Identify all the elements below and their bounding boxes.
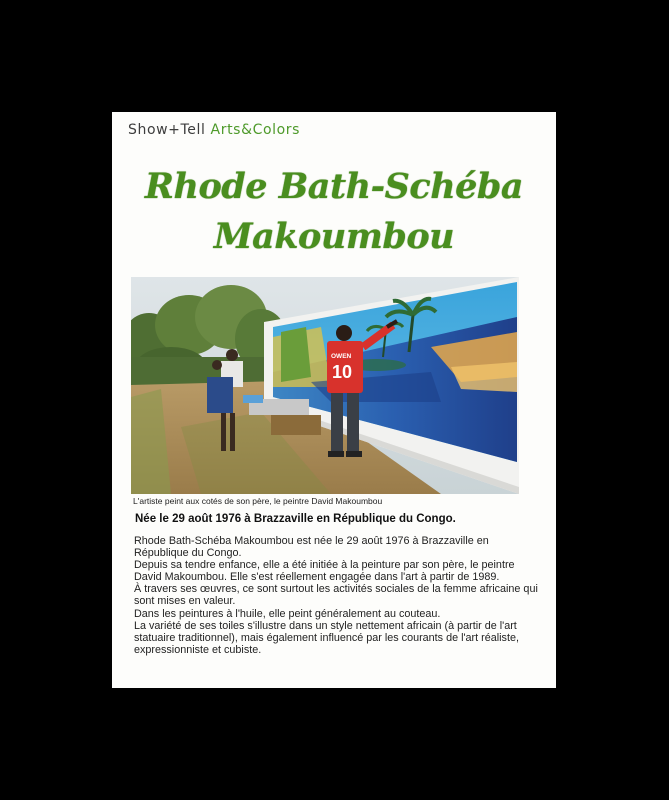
- paragraph: Depuis sa tendre enfance, elle a été initiée à la peinture par son père, le peintre David Makoumbou. Elle s'est réellement engagée dans l'art à partir de 1989.: [134, 559, 515, 584]
- brand-arts-colors: Arts&Colors: [210, 122, 301, 138]
- biography-text: [134, 535, 539, 656]
- photo-caption: L'artiste peint aux cotés de son père, le peintre David Makoumbou: [133, 496, 383, 506]
- birth-subheading: Née le 29 août 1976 à Brazzaville en République du Congo.: [135, 513, 456, 525]
- shirt-number-text: 10: [332, 362, 353, 382]
- brand-header: [128, 122, 300, 138]
- article-title-line1: Rhode Bath-Schéba: [144, 166, 524, 207]
- mural-photo: [131, 277, 519, 494]
- paragraph: Dans les peintures à l'huile, elle peint généralement au couteau.: [134, 607, 441, 620]
- article-card: [112, 112, 556, 688]
- paragraph: À travers ses œuvres, ce sont surtout les activités sociales de la femme africaine qui sont mises en valeur.: [134, 583, 538, 608]
- article-title-line2: Makoumbou: [213, 216, 455, 257]
- paragraph: Rhode Bath-Schéba Makoumbou est née le 29 août 1976 à Brazzaville en République du Congo.: [134, 535, 489, 560]
- paragraph: La variété de ses toiles s'illustre dans un style nettement africain (à partir de l'art statuaire traditionnel), mais également influencé par les courants de l'art réaliste, expressionniste et cubiste.: [134, 619, 519, 656]
- brand-show-tell: Show+Tell: [128, 122, 206, 138]
- shirt-brand-text: OWEN: [331, 353, 352, 360]
